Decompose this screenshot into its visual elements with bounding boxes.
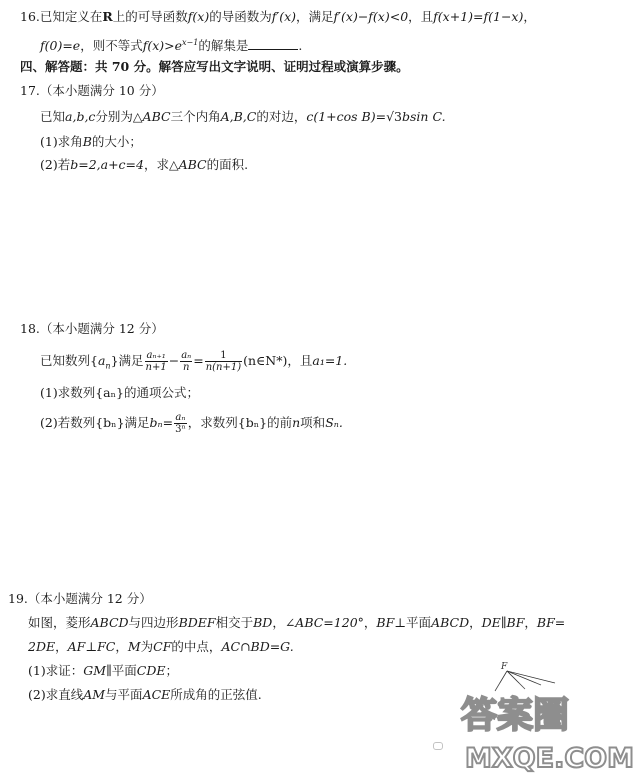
q16-line2: f(0)=e，则不等式$f(x)>e^{x-1}$的解集是 . xyxy=(40,38,303,54)
watermark-text-bottom: MXQE.COM xyxy=(465,743,634,774)
scan-artifact xyxy=(433,742,443,750)
fraction-4: $\frac{\text{aₙ}}{\text{3ⁿ}}$ xyxy=(175,412,186,435)
watermark-text-top: 答案圈 xyxy=(461,695,570,736)
q19-part2: (2)求直线AM与平面ACE所成角的正弦值. xyxy=(28,687,262,702)
q18-part1: (1)求数列{aₙ}的通项公式； xyxy=(40,385,199,400)
answer-blank xyxy=(248,37,298,50)
q18-part2: (2)若数列{bₙ}满足bₙ= $\frac{\text{aₙ}}{\text{3ⁿ}}$ ，求数列{bₙ}的前n项和Sₙ. xyxy=(40,412,343,435)
fraction-1: $\frac{\text{aₙ₊₁}}{n+1}$ xyxy=(145,350,167,373)
q17-part2: (2)若b=2,a+c=4，求△ABC的面积. xyxy=(40,157,249,172)
q17-title: 17.（本小题满分 10 分） xyxy=(20,83,164,98)
q19-part1: (1)求证：GM∥平面CDE； xyxy=(28,663,179,678)
q18-stem: 已知数列$\{a_n\}$满足 $\frac{\text{aₙ₊₁}}{n+1}$ − $\frac{\text{aₙ}}{n}$ = $\frac{1}{n(n+1)}$ (n∈N*)，且a₁=1. xyxy=(40,350,348,373)
fraction-2: $\frac{\text{aₙ}}{n}$ xyxy=(181,350,192,373)
q17-part1: (1)求角B的大小； xyxy=(40,134,142,149)
section-heading: 四、解答题：共 70 分。解答应写出文字说明、证明过程或演算步骤。 xyxy=(20,59,409,74)
q19-line2: 2DE，AF⊥FC，M为CF的中点，AC∩BD=G. xyxy=(28,639,294,654)
q16-line1: 16.已知定义在R上的可导函数f(x)的导函数为f′(x)，满足f′(x)−f(x)<0，且f(x+1)=f(1−x)， xyxy=(20,9,536,24)
q19-line1: 如图，菱形ABCD与四边形BDEF相交于BD，∠ABC=120°，BF⊥平面ABCD，DE∥BF，BF= xyxy=(28,615,566,630)
q18-title: 18.（本小题满分 12 分） xyxy=(20,321,164,336)
watermark-logo xyxy=(455,683,637,778)
q17-stem: 已知a,b,c分别为△ABC三个内角A,B,C的对边，c(1+cos B)=√3bsin C. xyxy=(40,109,446,124)
figure-label-f: F xyxy=(501,662,508,672)
q19-title: 19.（本小题满分 12 分） xyxy=(8,591,152,606)
geometry-figure xyxy=(455,655,637,778)
fraction-3: $\frac{1}{n(n+1)}$ xyxy=(205,350,242,373)
